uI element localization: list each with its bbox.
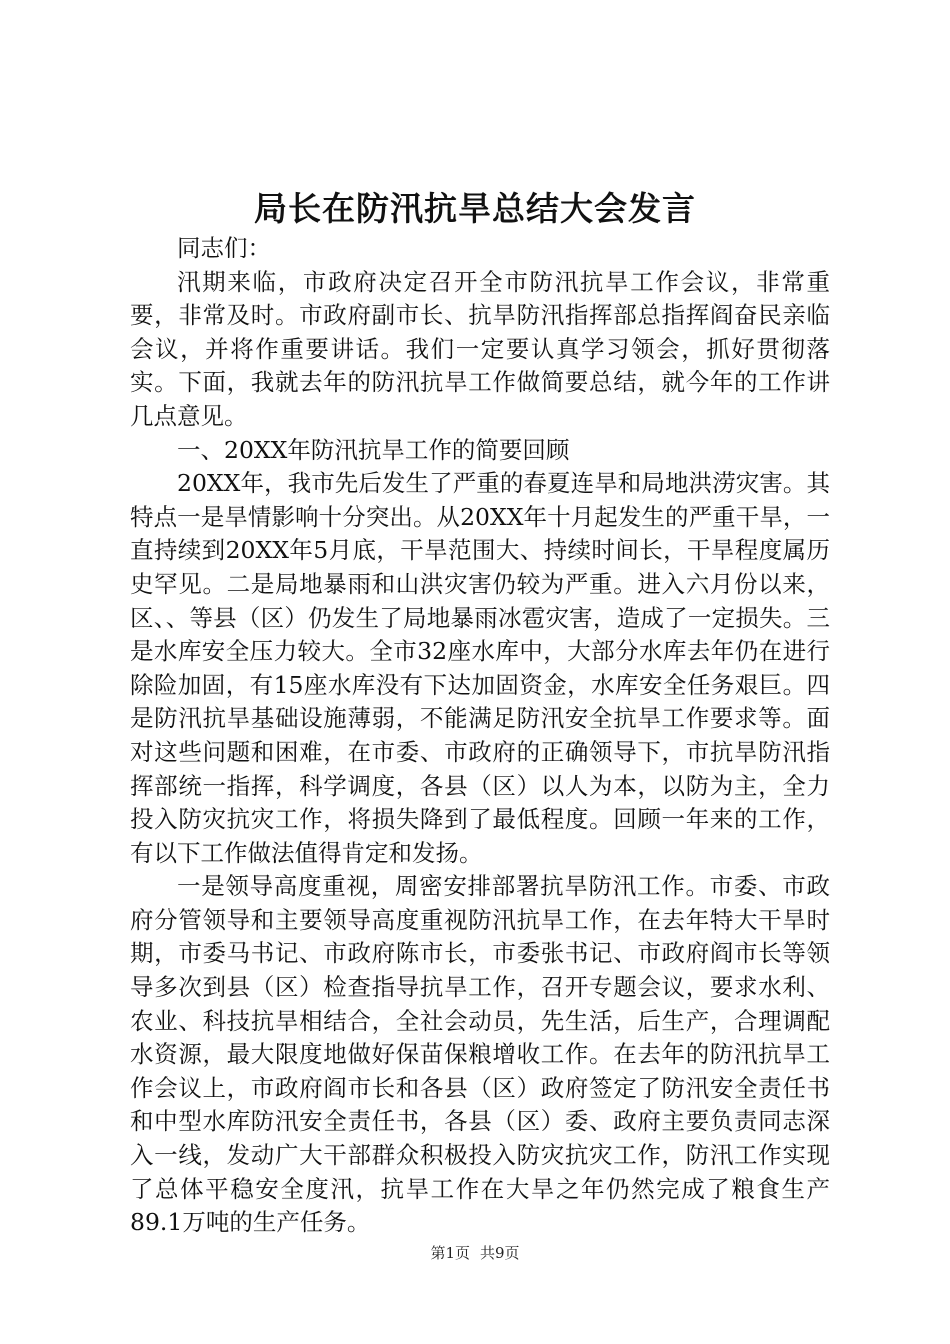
review-paragraph: 20XX年，我市先后发生了严重的春夏连旱和局地洪涝灾害。其特点一是旱情影响十分突出。从20XX年十月起发生的严重干旱，一直持续到20XX年5月底，干旱范围大、持续时间长，干旱程度属历史罕见。二是局地暴雨和山洪灾害仍较为严重。进入六月份以来，区、、等县（区）仍发生了局地暴雨冰雹灾害，造成了一定损失。三是水库安全压力较大。全市32座水库中，大部分水库去年仍在进行除险加固，有15座水库没有下达加固资金，水库安全任务艰巨。四是防汛抗旱基础设施薄弱，不能满足防汛安全抗旱工作要求等。面对这些问题和困难，在市委、市政府的正确领导下，市抗旱防汛指挥部统一指挥，科学调度，各县（区）以人为本，以防为主，全力投入防灾抗灾工作，将损失降到了最低程度。回顾一年来的工作，有以下工作做法值得肯定和发扬。: [130, 469, 830, 867]
document-body: [130, 232, 830, 1240]
document-title: 局长在防汛抗旱总结大会发言: [254, 189, 696, 228]
intro-paragraph: 汛期来临，市政府决定召开全市防汛抗旱工作会议，非常重要，非常及时。市政府副市长、抗旱防汛指挥部总指挥阎奋民亲临会议，并将作重要讲话。我们一定要认真学习领会，抓好贯彻落实。下面，我就去年的防汛抗旱工作做简要总结，就今年的工作讲几点意见。: [130, 267, 830, 430]
page-number: 第1页: [430, 1244, 470, 1262]
page-total: 共9页: [480, 1244, 520, 1262]
leadership-paragraph: 一是领导高度重视，周密安排部署抗旱防汛工作。市委、市政府分管领导和主要领导高度重视防汛抗旱工作，在去年特大干旱时期，市委马书记、市政府陈市长，市委张书记、市政府阎市长等领导多次到县（区）检查指导抗旱工作，召开专题会议，要求水利、农业、科技抗旱相结合，全社会动员，先生活，后生产，合理调配水资源，最大限度地做好保苗保粮增收工作。在去年的防汛抗旱工作会议上，市政府阎市长和各县（区）政府签定了防汛安全责任书和中型水库防汛安全责任书，各县（区）委、政府主要负责同志深入一线，发动广大干部群众积极投入防灾抗灾工作，防汛工作实现了总体平稳安全度汛，抗旱工作在大旱之年仍然完成了粮食生产89.1万吨的生产任务。: [130, 872, 830, 1237]
section-heading: 一、20XX年防汛抗旱工作的简要回顾: [177, 435, 570, 464]
salutation-paragraph: 同志们：: [177, 234, 271, 262]
page-footer: [0, 1243, 950, 1263]
